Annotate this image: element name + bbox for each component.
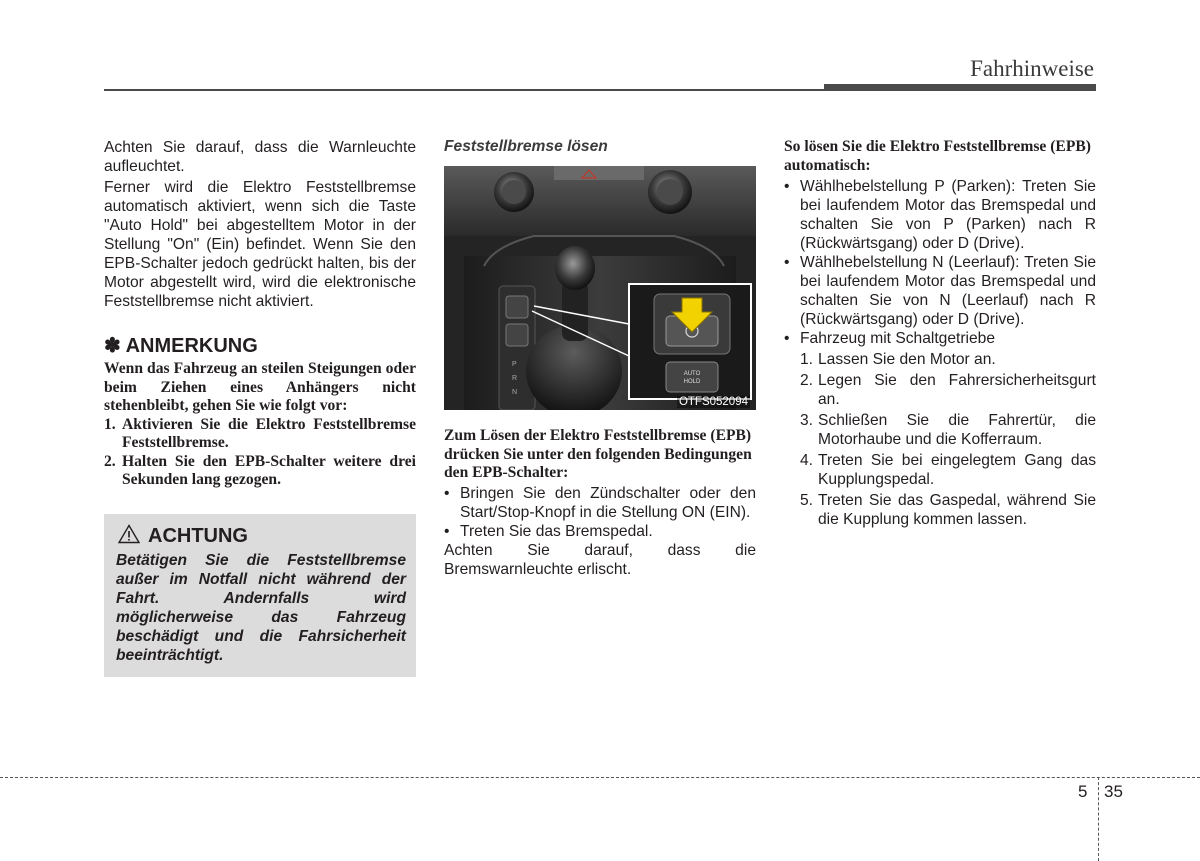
- bullet: •: [444, 484, 450, 502]
- note-list: [104, 416, 416, 490]
- column-middle: [444, 138, 756, 579]
- step-text: Lassen Sie den Motor an.: [818, 351, 996, 368]
- list-item-text: Wählhebelstellung P (Parken): Treten Sie bei laufendem Motor das Bremspedal und schalten Sie von P (Parken) nach R (Rückwärtsgang) oder D (Drive).: [800, 178, 1096, 252]
- step-text: Legen Sie den Fahrersicherheitsgurt an.: [818, 372, 1096, 408]
- paragraph-auto-activation: Ferner wird die Elektro Feststellbremse automatisch aktiviert, wenn sich die Taste "Auto Hold" bei abgestelltem Motor in der Stellung "On" (Ein) befindet. Wenn Sie den EPB-Schalter jedoch gedrückt halten, bis der Motor abgestellt wird, wird die elektronische Feststellbremse nicht aktiviert.: [104, 179, 416, 310]
- column-left: [104, 138, 416, 677]
- bullet: •: [784, 254, 790, 271]
- warning-triangle-icon: [118, 524, 140, 549]
- gear-letter: P: [512, 361, 517, 368]
- running-header-title: Fahrhinweise: [970, 56, 1094, 81]
- note-item: [104, 453, 416, 490]
- page-number: 35: [1104, 782, 1123, 801]
- list-item-text: Bringen Sie den Zündschalter oder den Start/Stop-Knopf in die Stellung ON (EIN).: [460, 484, 756, 521]
- auto-hold-label-auto: AUTO: [683, 371, 701, 377]
- release-outro: Achten Sie darauf, dass die Bremswarnleuchte erlischt.: [444, 541, 756, 578]
- caution-title: ACHTUNG: [148, 524, 248, 547]
- auto-hold-label-hold: HOLD: [683, 379, 701, 385]
- list-item: [444, 522, 756, 541]
- step-number: 5.: [800, 492, 814, 509]
- step-item: [800, 451, 1096, 489]
- note-block: [104, 360, 416, 490]
- step-item: [800, 350, 1096, 369]
- figure-code: OTFS052094: [678, 396, 748, 408]
- step-text: Treten Sie das Gaspedal, während Sie die Kupplung kommen lassen.: [818, 492, 1096, 528]
- footer-divider: [1098, 777, 1099, 861]
- step-number: 2.: [800, 372, 814, 389]
- bullet: •: [784, 330, 790, 347]
- footer-rule: [0, 777, 1200, 778]
- step-item: [800, 491, 1096, 529]
- list-item-text: Treten Sie das Bremspedal.: [460, 522, 653, 540]
- caution-header: [116, 524, 406, 549]
- step-number: 4.: [800, 452, 814, 469]
- note-item-text: Aktivieren Sie die Elektro Feststellbremse Feststellbremse.: [122, 415, 416, 451]
- list-item: [444, 484, 756, 522]
- bullet: •: [784, 178, 790, 195]
- list-item: [784, 253, 1096, 329]
- step-item: [800, 411, 1096, 449]
- column-right: [784, 138, 1096, 529]
- step-number: 3.: [800, 412, 814, 429]
- note-item: [104, 416, 416, 453]
- bullet: •: [444, 522, 450, 540]
- header-rule-accent: [824, 84, 1096, 91]
- list-item-text: Fahrzeug mit Schaltgetriebe: [800, 330, 996, 347]
- step-number: 1.: [800, 351, 814, 368]
- step-item: [800, 371, 1096, 409]
- auto-release-list: [784, 177, 1096, 348]
- step-text: Treten Sie bei eingelegtem Gang das Kupplungspedal.: [818, 452, 1096, 488]
- caution-box: [104, 514, 416, 677]
- gear-letter: R: [512, 375, 518, 382]
- epb-switch-photo: [444, 166, 756, 410]
- step-text: Schließen Sie die Fahrertür, die Motorhaube und die Kofferraum.: [818, 412, 1096, 448]
- chapter-number: 5: [1078, 782, 1088, 801]
- gear-letter: N: [512, 389, 518, 396]
- note-item-text: Halten Sie den EPB-Schalter weitere drei Sekunden lang gezogen.: [122, 452, 416, 488]
- paragraph-warning-light: Achten Sie darauf, dass die Warnleuchte aufleuchtet.: [104, 139, 416, 175]
- note-intro: Wenn das Fahrzeug an steilen Steigungen oder beim Ziehen eines Anhängers nicht stehenbleibt, gehen Sie wie folgt vor:: [104, 360, 416, 414]
- release-conditions-list: [444, 484, 756, 541]
- note-item-number: 2.: [104, 452, 116, 470]
- note-item-number: 1.: [104, 415, 116, 433]
- release-intro: Zum Lösen der Elektro Feststellbremse (EPB) drücken Sie unter den folgenden Bedingungen den EPB-Schalter:: [444, 427, 752, 481]
- manual-transmission-steps: [784, 350, 1096, 529]
- list-item: [784, 329, 1096, 348]
- header-rule: [104, 89, 824, 91]
- list-item-text: Wählhebelstellung N (Leerlauf): Treten Sie bei laufendem Motor das Bremspedal und schalten Sie von N (Leerlauf) nach R (Rückwärtsgang) oder D (Drive).: [800, 254, 1096, 328]
- list-item: [784, 177, 1096, 253]
- section-heading-release: Feststellbremse lösen: [444, 138, 608, 155]
- note-title: ✽ ANMERKUNG: [104, 335, 258, 357]
- auto-release-heading: So lösen Sie die Elektro Feststellbremse (EPB) automatisch:: [784, 138, 1091, 174]
- caution-text: Betätigen Sie die Feststellbremse außer im Notfall nicht während der Fahrt. Andernfalls wird möglicherweise das Fahrzeug beschädigt und die Fahrsicherheit beeinträchtigt.: [116, 551, 406, 664]
